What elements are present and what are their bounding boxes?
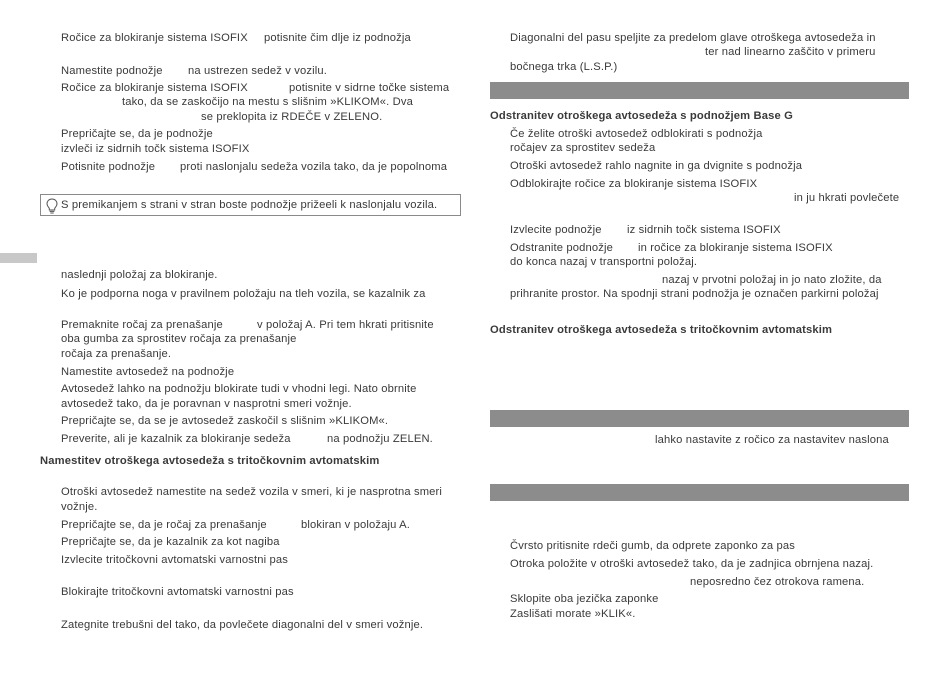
left-text: na podnožju ZELEN.	[327, 433, 433, 445]
right-text: do konca nazaj v transportni položaj.	[510, 256, 698, 268]
left-text: blokiran v položaju A.	[301, 519, 411, 531]
left-text: v položaj A. Pri tem hkrati pritisnite	[257, 319, 434, 331]
left-text: Premaknite ročaj za prenašanje	[61, 319, 223, 331]
right-text: nazaj v prvotni položaj in jo nato zložite, da	[662, 274, 882, 286]
left-text: proti naslonjalu sedeža vozila tako, da je popolnoma	[180, 161, 448, 173]
left-text: na ustrezen sedež v vozilu.	[188, 65, 327, 77]
right-text: Odstranite podnožje	[510, 242, 613, 254]
left-text: Ročice za blokiranje sistema ISOFIX	[61, 82, 248, 94]
left-text: Izvlecite tritočkovni avtomatski varnostni pas	[61, 554, 289, 566]
right-text: Odblokirajte ročice za blokiranje sistema ISOFIX	[510, 178, 758, 190]
right-text: Zaslišati morate »KLIK«.	[510, 608, 636, 620]
left-text: izvleči iz sidrnih točk sistema ISOFIX	[61, 143, 250, 155]
left-text: Prepričajte se, da se je avtosedež zaskočil s slišnim »KLIKOM«.	[61, 415, 389, 427]
section-heading: Odstranitev otroškega avtosedeža s podnožjem Base G	[490, 110, 793, 122]
left-text: Ko je podporna noga v pravilnem položaju na tleh vozila, se kazalnik za	[61, 288, 426, 300]
right-text: Čvrsto pritisnite rdeči gumb, da odprete zaponko za pas	[510, 540, 795, 552]
left-text: Avtosedež lahko na podnožju blokirate tudi v vhodni legi. Nato obrnite	[61, 383, 417, 395]
right-text: neposredno čez otrokova ramena.	[690, 576, 865, 588]
left-text: Preverite, ali je kazalnik za blokiranje sedeža	[61, 433, 291, 445]
right-text: lahko nastavite z ročico za nastavitev naslona	[655, 434, 889, 446]
section-heading: Namestitev otroškega avtosedeža s tritočkovnim avtomatskim	[40, 455, 380, 467]
section-heading: Odstranitev otroškega avtosedeža s tritočkovnim avtomatskim	[490, 324, 833, 336]
right-text: Diagonalni del pasu speljite za predelom glave otroškega avtosedeža in	[510, 32, 876, 44]
left-text: Potisnite podnožje	[61, 161, 156, 173]
right-text: in ju hkrati povlečete	[794, 192, 900, 204]
left-text: Prepričajte se, da je kazalnik za kot nagiba	[61, 536, 280, 548]
left-text: Prepričajte se, da je podnožje	[61, 128, 213, 140]
left-text: potisnite v sidrne točke sistema	[289, 82, 450, 94]
section-bar	[490, 82, 909, 99]
left-text: Namestite podnožje	[61, 65, 163, 77]
left-text: potisnite čim dlje iz podnožja	[264, 32, 411, 44]
left-text: Namestite avtosedež na podnožje	[61, 366, 235, 378]
section-bar	[490, 410, 909, 427]
left-text: vožnje.	[61, 501, 98, 513]
right-text: Izvlecite podnožje	[510, 224, 602, 236]
left-text: naslednji položaj za blokiranje.	[61, 269, 218, 281]
section-bar	[490, 484, 909, 501]
tip-text: S premikanjem s strani v stran boste podnožje prižeeli k naslonjalu vozila.	[61, 199, 438, 211]
right-text: Otroški avtosedež rahlo nagnite in ga dvignite s podnožja	[510, 160, 803, 172]
right-text: ter nad linearno zaščito v primeru	[705, 46, 876, 58]
right-text: prihranite prostor. Na spodnji strani podnožja je označen parkirni položaj	[510, 288, 879, 300]
left-text: tako, da se zaskočijo na mestu s slišnim »KLIKOM«. Dva	[122, 96, 414, 108]
right-text: iz sidrnih točk sistema ISOFIX	[627, 224, 781, 236]
right-text: ročajev za sprostitev sedeža	[510, 142, 656, 154]
right-text: Sklopite oba jezička zaponke	[510, 593, 659, 605]
left-text: avtosedež tako, da je poravnan v nasprotni smeri vožnje.	[61, 398, 352, 410]
left-text: oba gumba za sprostitev ročaja za prenašanje	[61, 333, 297, 345]
left-text: Otroški avtosedež namestite na sedež vozila v smeri, ki je nasprotna smeri	[61, 486, 443, 498]
tip-box	[40, 194, 461, 216]
right-text: Če želite otroški avtosedež odblokirati s podnožja	[510, 128, 763, 140]
left-text: ročaja za prenašanje.	[61, 348, 172, 360]
left-text: se preklopita iz RDEČE v ZELENO.	[201, 111, 383, 123]
left-text: Blokirajte tritočkovni avtomatski varnostni pas	[61, 586, 294, 598]
right-text: in ročice za blokiranje sistema ISOFIX	[638, 242, 833, 254]
left-text: Zategnite trebušni del tako, da povlečete diagonalni del v smeri vožnje.	[61, 619, 424, 631]
right-text: Otroka položite v otroški avtosedež tako, da je zadnjica obrnjena nazaj.	[510, 558, 874, 570]
right-text: bočnega trka (L.S.P.)	[510, 61, 618, 73]
sidebar-tab	[0, 253, 37, 263]
left-text: Ročice za blokiranje sistema ISOFIX	[61, 32, 248, 44]
left-text: Prepričajte se, da je ročaj za prenašanje	[61, 519, 267, 531]
